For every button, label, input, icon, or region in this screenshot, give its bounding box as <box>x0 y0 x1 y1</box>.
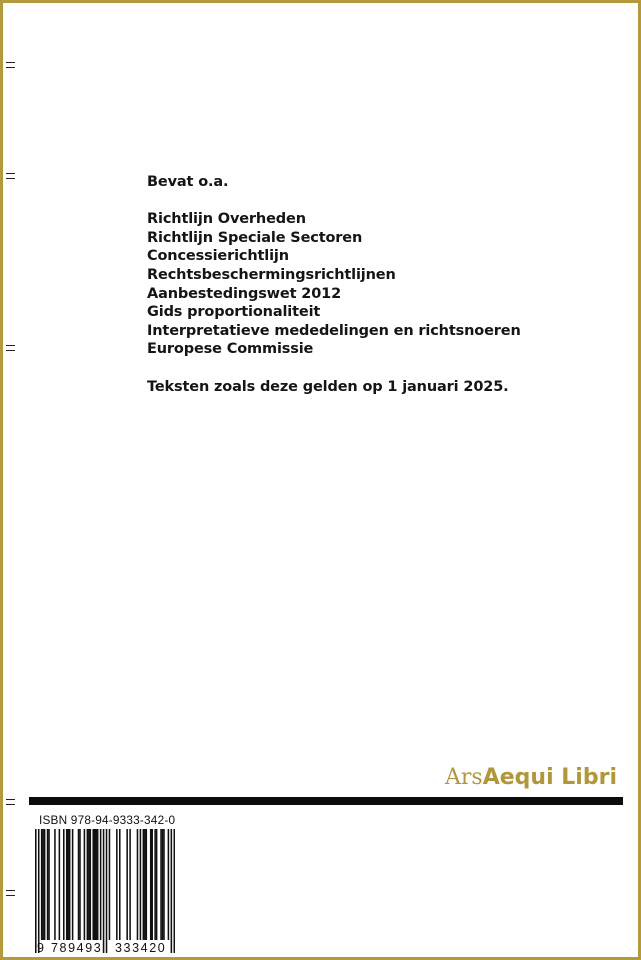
edge-mark-icon <box>6 799 15 805</box>
contents-item: Interpretatieve mededelingen en richtsnoeren <box>147 322 521 339</box>
barcode-bar <box>144 829 146 940</box>
barcode-bar <box>140 829 142 940</box>
barcode-bar <box>35 829 37 953</box>
contents-intro: Bevat o.a. <box>147 174 229 190</box>
barcode-bar <box>137 829 139 940</box>
barcode-first-digit: 9 <box>37 941 44 955</box>
barcode-bar <box>42 829 44 940</box>
barcode-bar <box>116 829 118 940</box>
barcode-bar <box>163 829 165 940</box>
barcode-bar <box>78 829 80 940</box>
barcode-icon <box>35 829 175 957</box>
barcode-bar <box>160 829 162 940</box>
validity-note: Teksten zoals deze gelden op 1 januari 2025. <box>147 378 509 395</box>
barcode-bar <box>87 829 89 940</box>
contents-item: Gids proportionaliteit <box>147 304 321 321</box>
edge-mark-icon <box>6 173 15 179</box>
barcode-bar <box>90 829 92 940</box>
barcode-bar <box>156 829 158 940</box>
barcode-bar <box>150 829 152 940</box>
barcode-bar <box>41 829 43 940</box>
publisher-logo-ars: Ars <box>445 765 483 790</box>
barcode-bar <box>103 829 105 953</box>
barcode-bar <box>92 829 94 940</box>
barcode-bar <box>154 829 156 940</box>
contents-item: Richtlijn Speciale Sectoren <box>147 229 363 246</box>
barcode-bar <box>146 829 148 940</box>
publisher-logo-aequi-libri: Aequi Libri <box>482 765 617 790</box>
contents-item: Rechtsbeschermingsrichtlijnen <box>147 266 396 283</box>
barcode-bar <box>119 829 121 940</box>
barcode-bar <box>88 829 90 940</box>
barcode-bar <box>129 829 131 940</box>
barcode-bar <box>151 829 153 940</box>
barcode-bar <box>84 829 86 940</box>
barcode-bar <box>143 829 145 940</box>
publisher-logo <box>445 765 617 791</box>
barcode-bar <box>66 829 68 940</box>
barcode-right-digits: 333420 <box>115 941 167 955</box>
edge-mark-icon <box>6 62 15 68</box>
barcode-bar <box>72 829 74 940</box>
barcode-bar <box>126 829 128 940</box>
barcode-bar <box>171 829 173 953</box>
barcode-bar <box>69 829 71 940</box>
contents-item: Concessierichtlijn <box>147 248 289 265</box>
barcode-bar <box>47 829 49 940</box>
barcode-bar <box>109 829 111 940</box>
contents-item: Europese Commissie <box>147 341 314 358</box>
barcode-bar <box>79 829 81 940</box>
contents-item: Aanbestedingswet 2012 <box>147 285 342 302</box>
barcode-bar <box>97 829 99 940</box>
barcode-bar <box>67 829 69 940</box>
barcode-left-digits: 789493 <box>51 941 103 955</box>
edge-mark-icon <box>6 890 15 896</box>
barcode-bar <box>94 829 96 940</box>
barcode-bar <box>168 829 170 940</box>
barcode-bar <box>44 829 46 940</box>
edge-mark-icon <box>6 345 15 351</box>
barcode-bar <box>59 829 61 940</box>
barcode-bar <box>100 829 102 940</box>
barcode-bar <box>174 829 175 953</box>
contents-text-block <box>147 173 521 396</box>
isbn-label: ISBN 978-94-9333-342-0 <box>39 813 176 827</box>
barcode-bar <box>95 829 97 940</box>
barcode-bar <box>63 829 65 940</box>
horizontal-rule <box>29 797 623 805</box>
barcode-bar <box>38 829 40 953</box>
barcode-bar <box>162 829 164 940</box>
barcode-bar <box>106 829 108 953</box>
barcode-bar <box>54 829 56 940</box>
contents-item: Richtlijn Overheden <box>147 211 306 228</box>
barcode-bar <box>48 829 50 940</box>
